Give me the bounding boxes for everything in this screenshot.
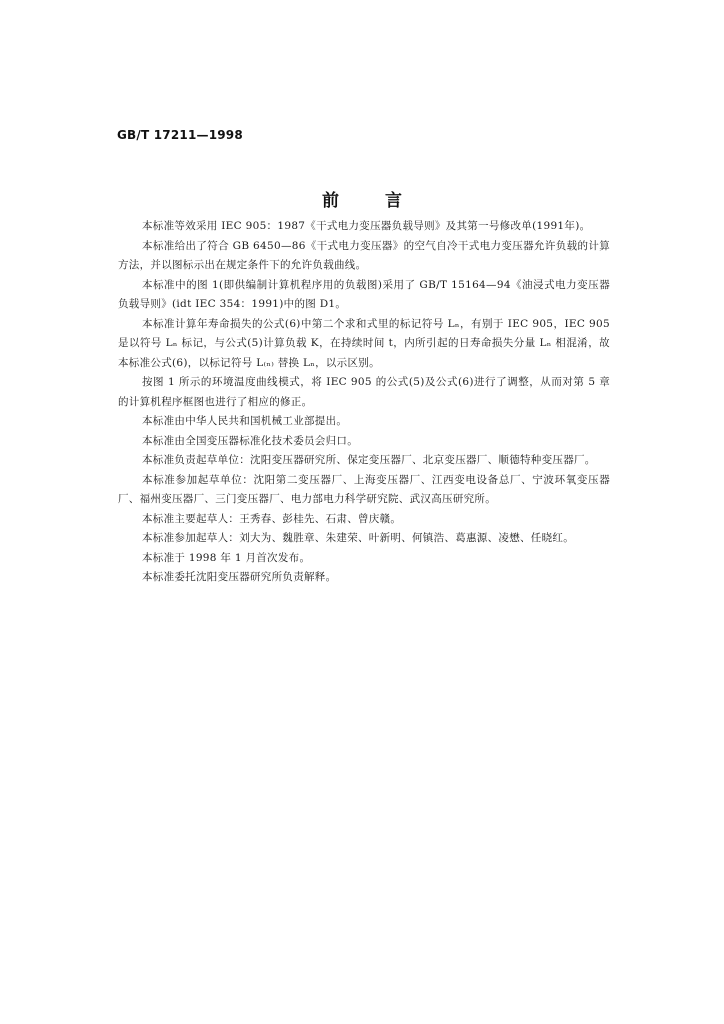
paragraph: 本标准给出了符合 GB 6450—86《干式电力变压器》的空气自冷干式电力变压器允许负载的计算方法，并以图标示出在规定条件下的允许负载曲线。 (118, 239, 610, 271)
foreword-title (0, 186, 724, 211)
paragraph: 按图 1 所示的环境温度曲线模式，将 IEC 905 的公式(5)及公式(6)进行了调整，从而对第 5 章的计算机程序框图也进行了相应的修正。 (118, 376, 610, 408)
standard-code: GB/T 17211—1998 (117, 128, 243, 142)
foreword-body (118, 217, 610, 588)
paragraph: 本标准委托沈阳变压器研究所负责解释。 (142, 571, 337, 583)
paragraph: 本标准由中华人民共和国机械工业部提出。 (142, 415, 348, 427)
paragraph: 本标准主要起草人：王秀春、彭桂先、石肃、曾庆赣。 (142, 512, 402, 525)
paragraph: 本标准由全国变压器标准化技术委员会归口。 (142, 434, 358, 447)
paragraph: 本标准于 1998 年 1 月首次发布。 (142, 551, 311, 564)
paragraph: 本标准负责起草单位：沈阳变压器研究所、保定变压器厂、北京变压器厂、顺德特种变压器厂。 (142, 454, 596, 466)
paragraph: 本标准参加起草人：刘大为、魏胜章、朱建荣、叶新明、何镇浩、葛惠源、凌懋、任晓红。 (142, 532, 574, 544)
paragraph: 本标准等效采用 IEC 905：1987《干式电力变压器负载导则》及其第一号修改单(1991年)。 (142, 220, 591, 232)
title-char-2: 言 (385, 191, 402, 211)
paragraph: 本标准计算年寿命损失的公式(6)中第二个求和式里的标记符号 Lₙ，有别于 IEC 905，IEC 905 是以符号 Lₙ 标记，与公式(5)计算负载 K，在持续时间 t，内所引起的日寿命损失分量 Lₙ 相混淆，故本标准公式(6)，以标记符号 L₍ₙ₎ 替换 Lₙ，以示区别。 (118, 317, 610, 369)
paragraph: 本标准中的图 1(即供编制计算机程序用的负载图)采用了 GB/T 15164—94《油浸式电力变压器负载导则》(idt IEC 354：1991)中的图 D1。 (118, 278, 610, 310)
paragraph: 本标准参加起草单位：沈阳第二变压器厂、上海变压器厂、江西变电设备总厂、宁波环氧变压器厂、福州变压器厂、三门变压器厂、电力部电力科学研究院、武汉高压研究所。 (118, 473, 610, 505)
title-char-1: 前 (322, 191, 339, 211)
